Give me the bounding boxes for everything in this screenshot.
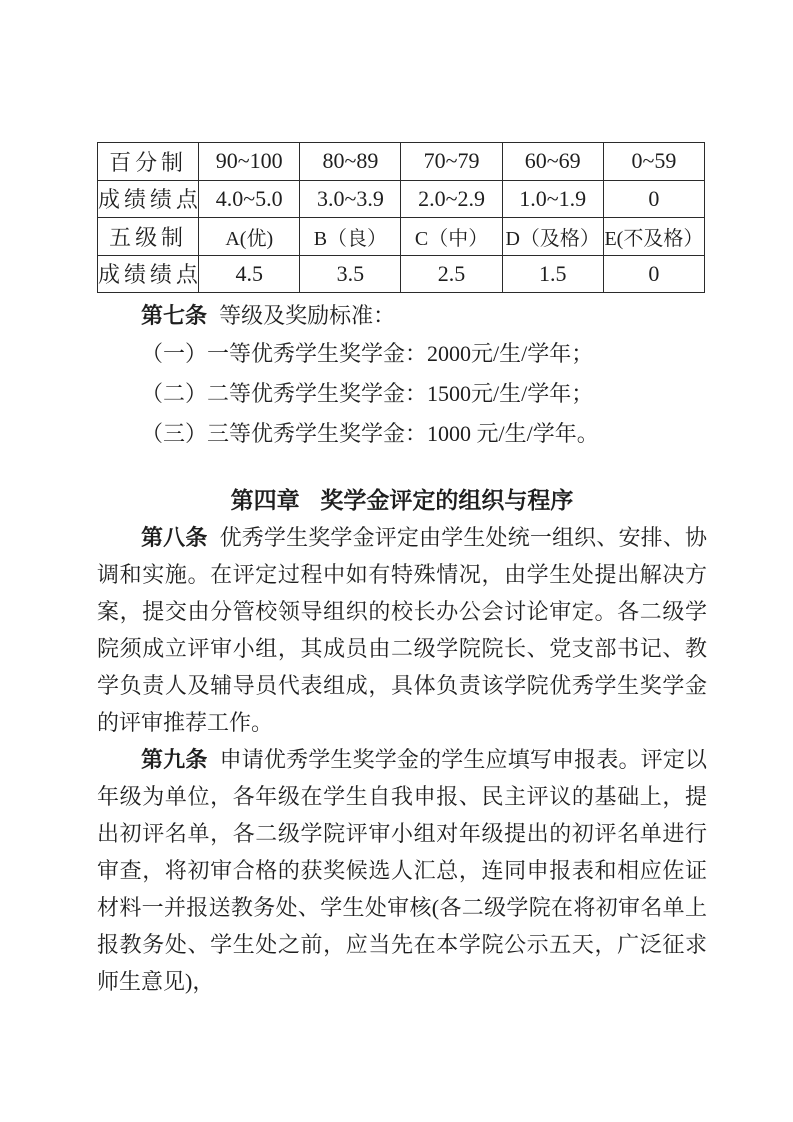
article-7-label: 第七条 <box>141 303 208 328</box>
article-8-paragraph <box>97 519 707 741</box>
article-7-text: 等级及奖励标准： <box>219 303 396 328</box>
grade-conversion-table <box>97 142 705 293</box>
table-cell: 3.5 <box>300 255 401 293</box>
table-cell: 0~59 <box>603 143 704 181</box>
table-cell: 0 <box>603 180 704 218</box>
table-cell: C（中） <box>401 218 502 256</box>
table-cell: A(优) <box>199 218 300 256</box>
table-cell: D（及格） <box>502 218 603 256</box>
table-row-header: 百分制 <box>98 143 199 181</box>
table-cell: 80~89 <box>300 143 401 181</box>
table-row-gpa-value <box>98 255 705 293</box>
table-row-header: 成绩绩点 <box>98 180 199 218</box>
article-8-text: 优秀学生奖学金评定由学生处统一组织、安排、协调和实施。在评定过程中如有特殊情况，由学生处提出解决方案，提交由分管校领导组织的校长办公会讨论审定。各二级学院须成立评审小组，其成员由二级学院院长、党支部书记、教学负责人及辅导员代表组成，具体负责该学院优秀学生奖学金的评审推荐工作。 <box>97 525 707 735</box>
table-row-five-level-scale <box>98 218 705 256</box>
chapter-number: 第四章 <box>230 487 300 513</box>
table-cell: 90~100 <box>199 143 300 181</box>
article-9-label: 第九条 <box>141 747 208 772</box>
table-row-header: 五级制 <box>98 218 199 256</box>
table-cell: 2.0~2.9 <box>401 180 502 218</box>
table-cell: 4.0~5.0 <box>199 180 300 218</box>
table-row-header: 成绩绩点 <box>98 255 199 293</box>
table-cell: E(不及格） <box>603 218 704 256</box>
table-cell: 2.5 <box>401 255 502 293</box>
article-8-label: 第八条 <box>141 525 208 550</box>
document-content <box>97 142 707 1000</box>
table-cell: 1.0~1.9 <box>502 180 603 218</box>
chapter-4-heading <box>97 482 707 519</box>
scholarship-tier-3-item: （三）三等优秀学生奖学金：1000 元/生/学年。 <box>141 421 599 446</box>
table-cell: 4.5 <box>199 255 300 293</box>
article-9-paragraph <box>97 741 707 1000</box>
scholarship-tier-1-item: （一）一等优秀学生奖学金：2000元/生/学年； <box>141 341 594 366</box>
article-9-text: 申请优秀学生奖学金的学生应填写申报表。评定以年级为单位，各年级在学生自我申报、民主评议的基础上，提出初评名单，各二级学院评审小组对年级提出的初评名单进行审查，将初审合格的获奖候选人汇总，连同申报表和相应佐证材料一并报送教务处、学生处审核(各二级学院在将初审名单上报教务处、学生处之前，应当先在本学院公示五天，广泛征求师生意见)， <box>97 747 707 994</box>
table-cell: 1.5 <box>502 255 603 293</box>
table-cell: 70~79 <box>401 143 502 181</box>
scholarship-tier-2-item: （二）二等优秀学生奖学金：1500元/生/学年； <box>141 381 594 406</box>
table-cell: 60~69 <box>502 143 603 181</box>
table-row-gpa-range <box>98 180 705 218</box>
table-cell: 3.0~3.9 <box>300 180 401 218</box>
table-row-percent-scale <box>98 143 705 181</box>
chapter-title: 奖学金评定的组织与程序 <box>320 487 574 513</box>
article-7-paragraph <box>97 297 707 334</box>
table-cell: B（良） <box>300 218 401 256</box>
table-cell: 0 <box>603 255 704 293</box>
